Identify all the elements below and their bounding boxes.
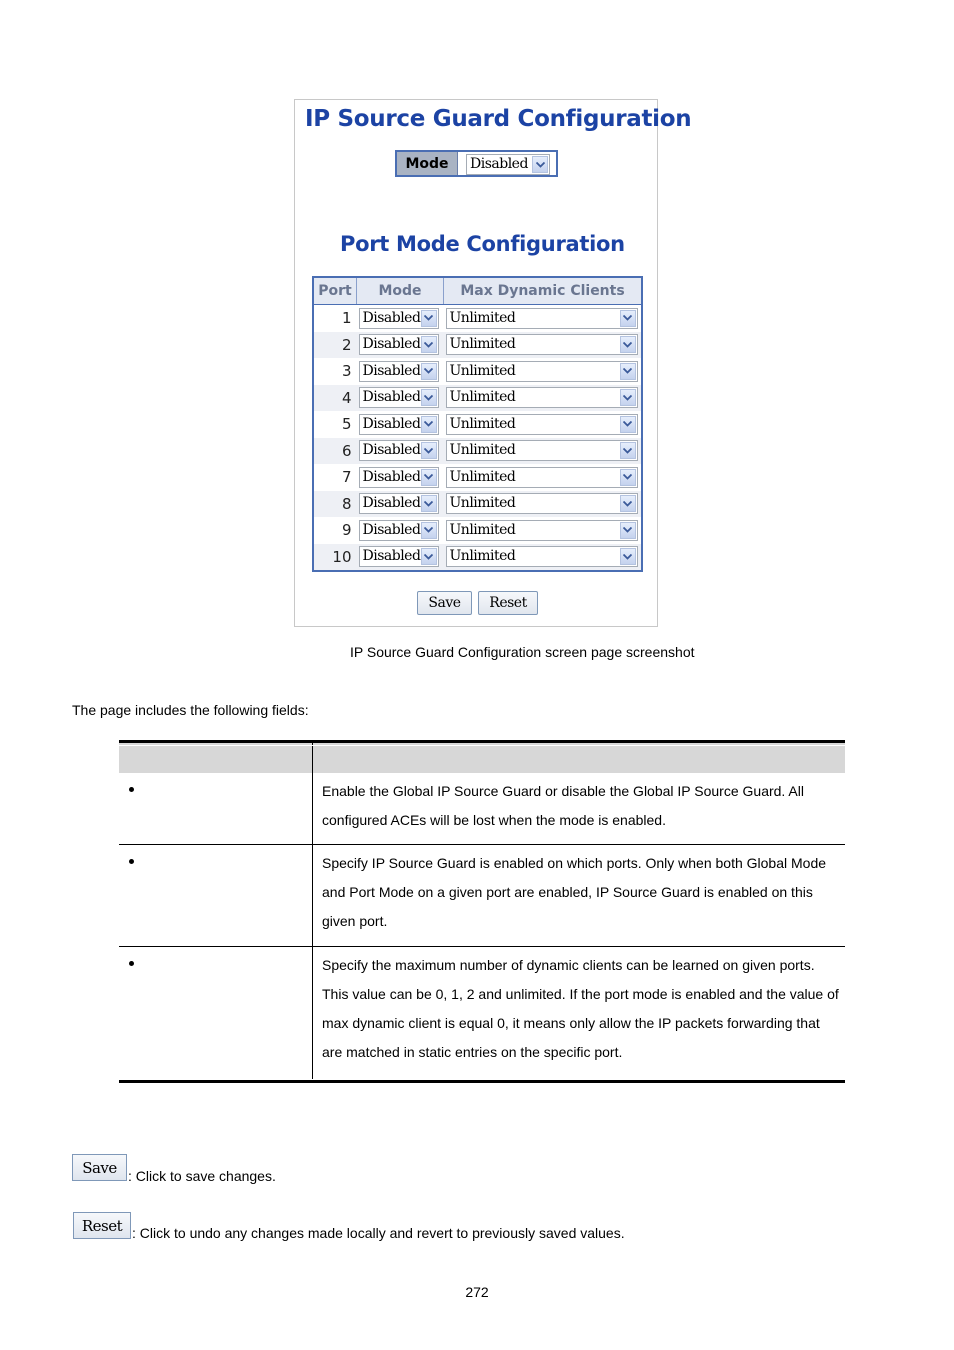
bullet-icon — [129, 961, 134, 966]
chevron-down-icon — [421, 389, 437, 406]
table-row — [313, 358, 642, 385]
config-screenshot — [294, 99, 692, 627]
max-clients-select[interactable] — [446, 440, 638, 461]
table-row — [119, 845, 845, 947]
max-clients-select[interactable] — [446, 308, 638, 329]
table-row — [313, 464, 642, 491]
table-row — [313, 491, 642, 518]
col-max-clients: Max Dynamic Clients — [444, 277, 643, 305]
port-mode-title: Port Mode Configuration — [340, 232, 625, 256]
max-clients-value: Unlimited — [449, 415, 516, 432]
port-number: 3 — [341, 362, 352, 381]
chevron-down-icon — [421, 363, 437, 380]
max-clients-select[interactable] — [446, 467, 638, 488]
max-clients-select[interactable] — [446, 546, 638, 567]
port-mode-select[interactable] — [359, 440, 439, 461]
intro-text: The page includes the following fields: — [72, 702, 309, 718]
field-description: Enable the Global IP Source Guard or disable the Global IP Source Guard. All configured ACEs will be lost when the mode is enabled. — [322, 783, 804, 828]
chevron-down-icon — [421, 522, 437, 539]
port-mode-select[interactable] — [359, 387, 439, 408]
legend-reset-button[interactable]: Reset — [73, 1212, 131, 1239]
chevron-down-icon — [620, 363, 636, 380]
port-number: 8 — [313, 491, 357, 518]
legend-save-text: : Click to save changes. — [128, 1168, 276, 1184]
table-row — [313, 517, 642, 544]
port-mode-value: Disabled — [362, 468, 421, 485]
chevron-down-icon — [620, 336, 636, 353]
table-row — [119, 773, 845, 845]
chevron-down-icon — [620, 310, 636, 327]
bullet-icon — [129, 787, 134, 792]
max-clients-select[interactable] — [446, 493, 638, 514]
chevron-down-icon — [421, 442, 437, 459]
port-mode-select[interactable] — [359, 308, 439, 329]
max-clients-value: Unlimited — [449, 521, 516, 538]
chevron-down-icon — [532, 156, 548, 173]
port-mode-select[interactable] — [359, 414, 439, 435]
chevron-down-icon — [421, 416, 437, 433]
table-row — [313, 438, 642, 465]
col-mode: Mode — [357, 277, 444, 305]
max-clients-value: Unlimited — [449, 309, 516, 326]
port-mode-value: Disabled — [362, 336, 421, 353]
port-mode-select[interactable] — [359, 546, 439, 567]
port-mode-value: Disabled — [362, 442, 421, 459]
save-button[interactable]: Save — [417, 591, 472, 615]
chevron-down-icon — [620, 522, 636, 539]
chevron-down-icon — [620, 416, 636, 433]
max-clients-value: Unlimited — [449, 389, 516, 406]
legend-save-button[interactable]: Save — [72, 1154, 127, 1181]
max-clients-value: Unlimited — [449, 362, 516, 379]
max-clients-select[interactable] — [446, 361, 638, 382]
chevron-down-icon — [421, 336, 437, 353]
fields-table — [119, 740, 845, 1083]
global-mode-label: Mode — [397, 152, 458, 175]
port-mode-value: Disabled — [362, 521, 421, 538]
port-mode-select[interactable] — [359, 361, 439, 382]
chevron-down-icon — [421, 495, 437, 512]
table-row — [313, 411, 642, 438]
table-row — [119, 947, 845, 1079]
chevron-down-icon — [421, 469, 437, 486]
col-port: Port — [313, 277, 357, 305]
max-clients-select[interactable] — [446, 414, 638, 435]
port-mode-select[interactable] — [359, 334, 439, 355]
port-mode-table — [312, 276, 643, 572]
port-mode-select[interactable] — [359, 493, 439, 514]
port-number: 2 — [313, 332, 357, 359]
reset-button[interactable]: Reset — [478, 591, 538, 615]
port-number: 6 — [313, 438, 357, 465]
table-row — [313, 544, 642, 572]
max-clients-value: Unlimited — [449, 548, 516, 565]
table-row — [313, 385, 642, 412]
port-mode-value: Disabled — [362, 548, 421, 565]
table-bottom-rule — [119, 1080, 845, 1083]
global-mode-value: Disabled — [470, 156, 528, 172]
max-clients-select[interactable] — [446, 520, 638, 541]
port-mode-value: Disabled — [362, 415, 421, 432]
global-mode-select[interactable] — [466, 154, 550, 175]
port-number: 4 — [313, 385, 357, 412]
chevron-down-icon — [620, 495, 636, 512]
global-mode-control — [395, 150, 558, 177]
max-clients-select[interactable] — [446, 387, 638, 408]
table-row — [313, 332, 642, 359]
port-mode-select[interactable] — [359, 520, 439, 541]
port-number: 10 — [313, 544, 357, 572]
chevron-down-icon — [421, 548, 437, 565]
chevron-down-icon — [421, 310, 437, 327]
port-number: 7 — [341, 468, 352, 487]
legend-reset-text: : Click to undo any changes made locally and revert to previously saved values. — [132, 1225, 625, 1241]
max-clients-value: Unlimited — [449, 336, 516, 353]
port-number: 1 — [341, 309, 352, 328]
page-number: 272 — [465, 1284, 489, 1300]
table-row — [313, 305, 642, 332]
port-mode-value: Disabled — [362, 389, 421, 406]
port-number: 9 — [341, 521, 352, 540]
chevron-down-icon — [620, 389, 636, 406]
field-description: Specify IP Source Guard is enabled on which ports. Only when both Global Mode and Port Mode on a given port are enabled, IP Source Guard is enabled on this given port. — [322, 855, 827, 929]
bullet-icon — [129, 859, 134, 864]
fields-table-header — [119, 740, 845, 773]
max-clients-select[interactable] — [446, 334, 638, 355]
field-description: Specify the maximum number of dynamic clients can be learned on given ports. This value can be 0, 1, 2 and unlimited. If the port mode is enabled and the value of max dynamic client is equal 0, it means only allow the IP packets forwarding that are matched in static entries on the specific port. — [322, 957, 839, 1060]
port-mode-value: Disabled — [362, 362, 421, 379]
chevron-down-icon — [620, 442, 636, 459]
max-clients-value: Unlimited — [449, 468, 516, 485]
max-clients-value: Unlimited — [449, 495, 516, 512]
port-number: 5 — [341, 415, 352, 434]
max-clients-value: Unlimited — [449, 442, 516, 459]
port-mode-value: Disabled — [362, 309, 421, 326]
figure-caption: IP Source Guard Configuration screen page screenshot — [350, 644, 695, 660]
screenshot-title: IP Source Guard Configuration — [305, 106, 692, 132]
port-mode-select[interactable] — [359, 467, 439, 488]
port-mode-value: Disabled — [362, 495, 421, 512]
chevron-down-icon — [620, 548, 636, 565]
chevron-down-icon — [620, 469, 636, 486]
